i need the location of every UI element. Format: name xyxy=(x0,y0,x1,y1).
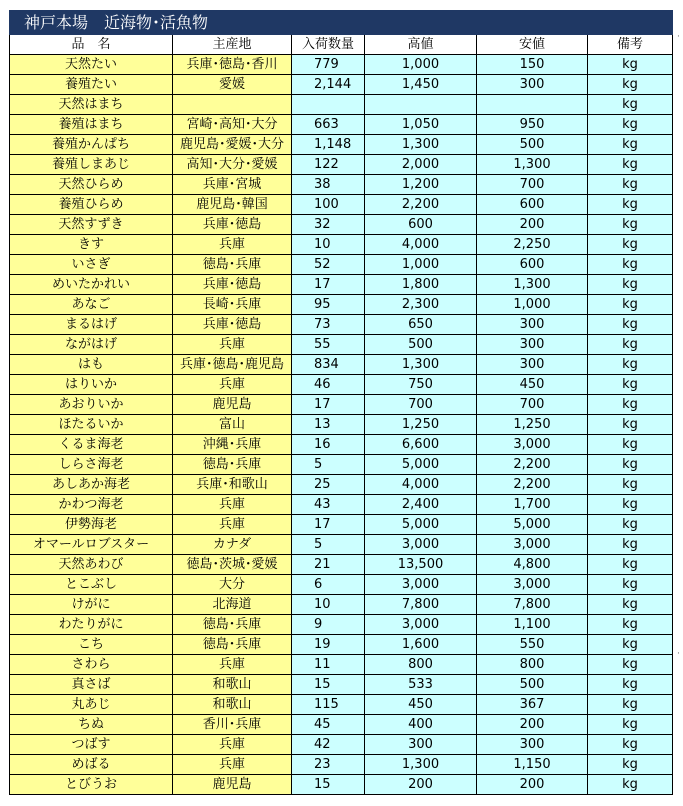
cell-low: 200 xyxy=(477,215,588,235)
page-title: 神戸本場 近海物･活魚物 xyxy=(10,11,673,35)
cell-high: 1,450 xyxy=(365,75,477,95)
cell-low: 550 xyxy=(477,635,588,655)
cell-note: kg xyxy=(588,515,673,535)
table-row xyxy=(10,55,673,75)
cell-name: つばす xyxy=(10,735,173,755)
cell-qty: 42 xyxy=(292,735,365,755)
cell-name: ながはげ xyxy=(10,335,173,355)
cell-origin: 徳島･兵庫 xyxy=(173,635,292,655)
cell-low: 600 xyxy=(477,195,588,215)
cell-qty: 5 xyxy=(292,535,365,555)
cell-name: 天然はまち xyxy=(10,95,173,115)
cell-high: 1,800 xyxy=(365,275,477,295)
cell-origin: 鹿児島･愛媛･大分 xyxy=(173,135,292,155)
cell-note: kg xyxy=(588,195,673,215)
table-row xyxy=(10,535,673,555)
cell-name: はりいか xyxy=(10,375,173,395)
cell-name: 養殖かんぱち xyxy=(10,135,173,155)
edge-mark: · xyxy=(677,32,680,42)
cell-qty: 2,144 xyxy=(292,75,365,95)
cell-qty: 13 xyxy=(292,415,365,435)
table-row xyxy=(10,115,673,135)
cell-high xyxy=(365,95,477,115)
cell-origin: 兵庫 xyxy=(173,755,292,775)
cell-origin: 徳島･兵庫 xyxy=(173,455,292,475)
cell-qty: 115 xyxy=(292,695,365,715)
cell-name: ちぬ xyxy=(10,715,173,735)
table-row xyxy=(10,255,673,275)
cell-low: 950 xyxy=(477,115,588,135)
cell-high: 1,600 xyxy=(365,635,477,655)
table-row xyxy=(10,635,673,655)
cell-low: 450 xyxy=(477,375,588,395)
cell-name: 天然あわび xyxy=(10,555,173,575)
cell-origin: 沖縄･兵庫 xyxy=(173,435,292,455)
cell-origin: 大分 xyxy=(173,575,292,595)
cell-name: はも xyxy=(10,355,173,375)
cell-origin: 兵庫 xyxy=(173,495,292,515)
cell-note: kg xyxy=(588,375,673,395)
table-row xyxy=(10,555,673,575)
cell-high: 3,000 xyxy=(365,535,477,555)
cell-high: 2,300 xyxy=(365,295,477,315)
cell-note: kg xyxy=(588,135,673,155)
cell-qty: 38 xyxy=(292,175,365,195)
cell-origin: 兵庫･和歌山 xyxy=(173,475,292,495)
cell-origin: 兵庫･徳島 xyxy=(173,215,292,235)
cell-name: めばる xyxy=(10,755,173,775)
edge-mark: · xyxy=(677,649,680,659)
cell-origin: 和歌山 xyxy=(173,695,292,715)
cell-qty: 95 xyxy=(292,295,365,315)
cell-origin: 兵庫･徳島･鹿児島 xyxy=(173,355,292,375)
cell-qty: 52 xyxy=(292,255,365,275)
cell-high: 13,500 xyxy=(365,555,477,575)
cell-note: kg xyxy=(588,255,673,275)
cell-name: 養殖ひらめ xyxy=(10,195,173,215)
cell-note: kg xyxy=(588,75,673,95)
cell-origin: 愛媛 xyxy=(173,75,292,95)
cell-name: 養殖はまち xyxy=(10,115,173,135)
table-row xyxy=(10,195,673,215)
table-row xyxy=(10,755,673,775)
cell-origin: 鹿児島･韓国 xyxy=(173,195,292,215)
table-row xyxy=(10,715,673,735)
cell-low: 2,200 xyxy=(477,455,588,475)
cell-high: 1,200 xyxy=(365,175,477,195)
cell-high: 750 xyxy=(365,375,477,395)
cell-qty: 100 xyxy=(292,195,365,215)
cell-name: けがに xyxy=(10,595,173,615)
cell-origin: 兵庫 xyxy=(173,335,292,355)
cell-high: 6,600 xyxy=(365,435,477,455)
cell-low: 3,000 xyxy=(477,535,588,555)
table-row xyxy=(10,595,673,615)
cell-note: kg xyxy=(588,415,673,435)
table-row xyxy=(10,295,673,315)
cell-qty: 23 xyxy=(292,755,365,775)
cell-low: 700 xyxy=(477,395,588,415)
cell-note: kg xyxy=(588,755,673,775)
cell-qty: 17 xyxy=(292,275,365,295)
cell-name: 天然ひらめ xyxy=(10,175,173,195)
cell-low: 700 xyxy=(477,175,588,195)
cell-high: 300 xyxy=(365,735,477,755)
cell-high: 700 xyxy=(365,395,477,415)
cell-note: kg xyxy=(588,575,673,595)
cell-note: kg xyxy=(588,115,673,135)
header-qty: 入荷数量 xyxy=(292,35,365,55)
cell-qty: 21 xyxy=(292,555,365,575)
cell-origin: 兵庫 xyxy=(173,375,292,395)
cell-high: 650 xyxy=(365,315,477,335)
cell-low: 367 xyxy=(477,695,588,715)
cell-origin: 兵庫･徳島･香川 xyxy=(173,55,292,75)
table-row xyxy=(10,275,673,295)
cell-high: 400 xyxy=(365,715,477,735)
header-high: 高値 xyxy=(365,35,477,55)
cell-note: kg xyxy=(588,335,673,355)
cell-name: 天然たい xyxy=(10,55,173,75)
cell-low: 1,300 xyxy=(477,155,588,175)
cell-note: kg xyxy=(588,275,673,295)
cell-origin: 兵庫 xyxy=(173,655,292,675)
table-row xyxy=(10,335,673,355)
cell-high: 5,000 xyxy=(365,515,477,535)
cell-note: kg xyxy=(588,615,673,635)
cell-qty: 55 xyxy=(292,335,365,355)
cell-low: 300 xyxy=(477,735,588,755)
cell-qty: 15 xyxy=(292,775,365,795)
cell-note: kg xyxy=(588,295,673,315)
cell-origin: カナダ xyxy=(173,535,292,555)
cell-low: 2,200 xyxy=(477,475,588,495)
cell-high: 7,800 xyxy=(365,595,477,615)
cell-high: 2,000 xyxy=(365,155,477,175)
cell-origin: 徳島･兵庫 xyxy=(173,255,292,275)
cell-note: kg xyxy=(588,555,673,575)
table-row xyxy=(10,615,673,635)
price-sheet xyxy=(9,10,673,795)
cell-qty: 45 xyxy=(292,715,365,735)
cell-high: 1,300 xyxy=(365,755,477,775)
cell-low: 200 xyxy=(477,775,588,795)
cell-note: kg xyxy=(588,435,673,455)
cell-high: 1,050 xyxy=(365,115,477,135)
price-table xyxy=(9,10,673,795)
cell-low: 3,000 xyxy=(477,435,588,455)
cell-origin: 兵庫 xyxy=(173,235,292,255)
cell-name: 真さば xyxy=(10,675,173,695)
cell-origin: 徳島･兵庫 xyxy=(173,615,292,635)
cell-low: 1,000 xyxy=(477,295,588,315)
cell-high: 533 xyxy=(365,675,477,695)
cell-low: 1,700 xyxy=(477,495,588,515)
table-row xyxy=(10,515,673,535)
cell-low: 200 xyxy=(477,715,588,735)
cell-high: 500 xyxy=(365,335,477,355)
cell-note: kg xyxy=(588,215,673,235)
cell-high: 1,300 xyxy=(365,135,477,155)
table-row xyxy=(10,215,673,235)
title-row xyxy=(10,11,673,35)
cell-name: きす xyxy=(10,235,173,255)
cell-qty: 43 xyxy=(292,495,365,515)
cell-qty: 663 xyxy=(292,115,365,135)
cell-name: あしあか海老 xyxy=(10,475,173,495)
cell-qty: 19 xyxy=(292,635,365,655)
cell-qty xyxy=(292,95,365,115)
cell-low: 300 xyxy=(477,75,588,95)
cell-origin: 鹿児島 xyxy=(173,775,292,795)
cell-high: 450 xyxy=(365,695,477,715)
cell-note: kg xyxy=(588,675,673,695)
table-row xyxy=(10,675,673,695)
cell-note: kg xyxy=(588,455,673,475)
cell-qty: 46 xyxy=(292,375,365,395)
cell-qty: 15 xyxy=(292,675,365,695)
cell-name: 丸あじ xyxy=(10,695,173,715)
cell-low: 3,000 xyxy=(477,575,588,595)
cell-note: kg xyxy=(588,495,673,515)
cell-low xyxy=(477,95,588,115)
cell-origin: 兵庫･宮城 xyxy=(173,175,292,195)
cell-qty: 834 xyxy=(292,355,365,375)
table-row xyxy=(10,495,673,515)
cell-high: 3,000 xyxy=(365,615,477,635)
cell-note: kg xyxy=(588,175,673,195)
cell-low: 5,000 xyxy=(477,515,588,535)
cell-low: 1,150 xyxy=(477,755,588,775)
cell-name: 養殖たい xyxy=(10,75,173,95)
table-row xyxy=(10,355,673,375)
cell-qty: 5 xyxy=(292,455,365,475)
cell-name: さわら xyxy=(10,655,173,675)
cell-low: 2,250 xyxy=(477,235,588,255)
cell-note: kg xyxy=(588,595,673,615)
table-row xyxy=(10,95,673,115)
cell-note: kg xyxy=(588,775,673,795)
table-row xyxy=(10,135,673,155)
table-row xyxy=(10,155,673,175)
cell-note: kg xyxy=(588,155,673,175)
table-row xyxy=(10,695,673,715)
cell-note: kg xyxy=(588,55,673,75)
cell-origin: 兵庫･徳島 xyxy=(173,275,292,295)
cell-qty: 6 xyxy=(292,575,365,595)
cell-high: 3,000 xyxy=(365,575,477,595)
cell-high: 4,000 xyxy=(365,235,477,255)
cell-origin: 兵庫 xyxy=(173,515,292,535)
cell-qty: 73 xyxy=(292,315,365,335)
cell-origin: 北海道 xyxy=(173,595,292,615)
cell-note: kg xyxy=(588,535,673,555)
cell-high: 4,000 xyxy=(365,475,477,495)
cell-qty: 9 xyxy=(292,615,365,635)
cell-qty: 25 xyxy=(292,475,365,495)
cell-qty: 17 xyxy=(292,395,365,415)
cell-note: kg xyxy=(588,355,673,375)
table-row xyxy=(10,175,673,195)
cell-name: あおりいか xyxy=(10,395,173,415)
cell-low: 300 xyxy=(477,315,588,335)
cell-low: 300 xyxy=(477,335,588,355)
cell-qty: 10 xyxy=(292,235,365,255)
cell-low: 500 xyxy=(477,675,588,695)
cell-qty: 122 xyxy=(292,155,365,175)
cell-qty: 10 xyxy=(292,595,365,615)
table-body xyxy=(10,55,673,795)
cell-low: 500 xyxy=(477,135,588,155)
header-origin: 主産地 xyxy=(173,35,292,55)
table-row xyxy=(10,395,673,415)
cell-high: 5,000 xyxy=(365,455,477,475)
cell-note: kg xyxy=(588,475,673,495)
cell-origin: 和歌山 xyxy=(173,675,292,695)
cell-name: ほたるいか xyxy=(10,415,173,435)
table-row xyxy=(10,375,673,395)
cell-name: わたりがに xyxy=(10,615,173,635)
cell-name: 養殖しまあじ xyxy=(10,155,173,175)
cell-name: まるはげ xyxy=(10,315,173,335)
cell-name: オマールロブスター xyxy=(10,535,173,555)
cell-origin: 兵庫･徳島 xyxy=(173,315,292,335)
cell-note: kg xyxy=(588,235,673,255)
cell-name: とびうお xyxy=(10,775,173,795)
cell-low: 1,250 xyxy=(477,415,588,435)
cell-high: 200 xyxy=(365,775,477,795)
cell-origin: 宮崎･高知･大分 xyxy=(173,115,292,135)
cell-name: しらさ海老 xyxy=(10,455,173,475)
table-row xyxy=(10,75,673,95)
cell-note: kg xyxy=(588,395,673,415)
table-row xyxy=(10,735,673,755)
cell-high: 1,000 xyxy=(365,55,477,75)
table-row xyxy=(10,655,673,675)
table-row xyxy=(10,575,673,595)
cell-qty: 16 xyxy=(292,435,365,455)
cell-low: 1,100 xyxy=(477,615,588,635)
cell-origin: 香川･兵庫 xyxy=(173,715,292,735)
table-row xyxy=(10,415,673,435)
table-row xyxy=(10,475,673,495)
cell-qty: 32 xyxy=(292,215,365,235)
cell-origin: 長崎･兵庫 xyxy=(173,295,292,315)
cell-low: 800 xyxy=(477,655,588,675)
cell-note: kg xyxy=(588,695,673,715)
cell-low: 4,800 xyxy=(477,555,588,575)
cell-low: 600 xyxy=(477,255,588,275)
header-low: 安値 xyxy=(477,35,588,55)
table-row xyxy=(10,435,673,455)
table-row xyxy=(10,235,673,255)
cell-high: 600 xyxy=(365,215,477,235)
cell-note: kg xyxy=(588,735,673,755)
cell-qty: 17 xyxy=(292,515,365,535)
cell-name: かわつ海老 xyxy=(10,495,173,515)
cell-high: 1,250 xyxy=(365,415,477,435)
cell-high: 800 xyxy=(365,655,477,675)
cell-low: 7,800 xyxy=(477,595,588,615)
cell-name: めいたかれい xyxy=(10,275,173,295)
cell-note: kg xyxy=(588,635,673,655)
cell-note: kg xyxy=(588,315,673,335)
cell-origin xyxy=(173,95,292,115)
cell-name: 天然すずき xyxy=(10,215,173,235)
cell-high: 1,000 xyxy=(365,255,477,275)
cell-low: 150 xyxy=(477,55,588,75)
cell-low: 300 xyxy=(477,355,588,375)
cell-origin: 兵庫 xyxy=(173,735,292,755)
table-row xyxy=(10,315,673,335)
table-row xyxy=(10,455,673,475)
cell-origin: 富山 xyxy=(173,415,292,435)
cell-note: kg xyxy=(588,715,673,735)
cell-name: あなご xyxy=(10,295,173,315)
table-row xyxy=(10,775,673,795)
cell-name: いさぎ xyxy=(10,255,173,275)
header-note: 備考 xyxy=(588,35,673,55)
cell-name: こち xyxy=(10,635,173,655)
header-name: 品 名 xyxy=(10,35,173,55)
cell-note: kg xyxy=(588,655,673,675)
cell-low: 1,300 xyxy=(477,275,588,295)
cell-name: くるま海老 xyxy=(10,435,173,455)
cell-name: とこぶし xyxy=(10,575,173,595)
cell-qty: 11 xyxy=(292,655,365,675)
header-row xyxy=(10,35,673,55)
cell-high: 2,400 xyxy=(365,495,477,515)
cell-qty: 779 xyxy=(292,55,365,75)
cell-qty: 1,148 xyxy=(292,135,365,155)
cell-origin: 高知･大分･愛媛 xyxy=(173,155,292,175)
cell-name: 伊勢海老 xyxy=(10,515,173,535)
cell-origin: 徳島･茨城･愛媛 xyxy=(173,555,292,575)
cell-origin: 鹿児島 xyxy=(173,395,292,415)
cell-high: 2,200 xyxy=(365,195,477,215)
cell-note: kg xyxy=(588,95,673,115)
cell-high: 1,300 xyxy=(365,355,477,375)
